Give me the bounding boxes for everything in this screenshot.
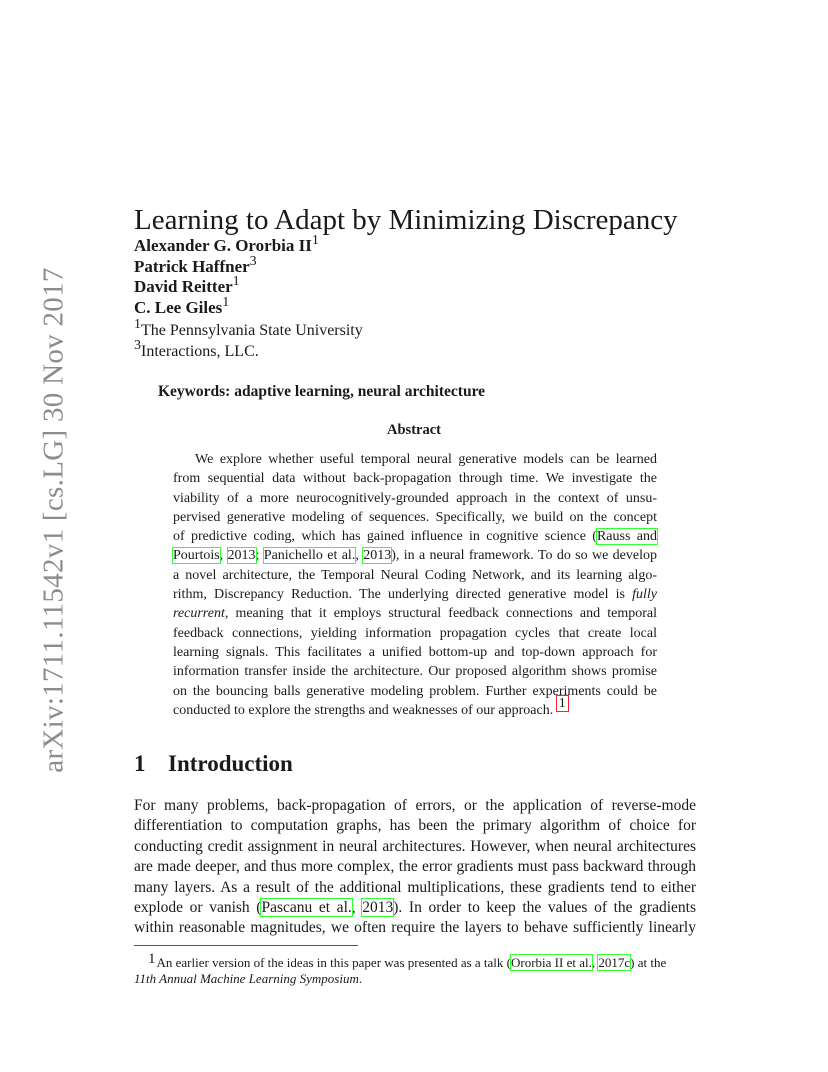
footnote-text: ) at the <box>630 955 667 970</box>
citation-link[interactable] <box>173 548 220 563</box>
author-name: Patrick Haffner <box>134 256 250 276</box>
affiliation <box>134 317 363 341</box>
citation-year-link[interactable]: 2017c <box>598 955 631 970</box>
author <box>134 294 319 319</box>
abstract-text: , <box>355 548 364 564</box>
intro-paragraph <box>134 796 696 939</box>
author-list <box>134 233 319 318</box>
footnote-line <box>134 950 696 969</box>
abstract-line: feedback connections, yielding information propagation cycles that create local <box>173 625 657 641</box>
abstract-line: learning signals. This facilitates a unified bottom-up and top-down approach for <box>173 644 657 660</box>
body-line: are made deeper, and thus more complex, the error gradients must pass backward through <box>134 858 696 876</box>
author <box>134 233 319 257</box>
abstract-line: a novel architecture, the Temporal Neural Coding Network, and its learning algo- <box>173 567 657 583</box>
affil-name: The Pennsylvania State University <box>141 322 363 339</box>
citation-text: Pourtois <box>173 548 220 564</box>
affiliation-list <box>134 317 363 362</box>
abstract-text: , meaning that it employs structural feedback connections and temporal <box>224 606 657 622</box>
abstract-line: pervised generative modeling of sequences. Specifically, we build on the concept <box>173 509 657 525</box>
author-affil-mark: 3 <box>249 253 257 269</box>
footnote-ref-link[interactable]: 1 <box>558 695 566 711</box>
footnote <box>134 950 696 988</box>
abstract-line: from sequential data without back-propagation through time. We investigate the <box>173 471 657 487</box>
citation-year-link[interactable]: 2013 <box>227 548 256 564</box>
abstract-line: viability of a more neurocognitively-grounded approach in the context of unsu- <box>173 490 657 506</box>
body-line: differentiation to computation graphs, has been the primary algorithm of choice for <box>134 817 696 835</box>
abstract-text: conducted to explore the strengths and weaknesses of our approach. <box>173 702 557 718</box>
abstract-text: , <box>219 548 228 564</box>
author-affil-mark: 1 <box>311 233 319 248</box>
body-text: , <box>351 898 363 916</box>
citation-link[interactable]: Pascanu et al. <box>261 898 352 916</box>
abstract-line <box>173 604 657 623</box>
footnote-mark: 1 <box>148 951 156 967</box>
section-title: Introduction <box>168 751 293 776</box>
body-line: many layers. As a result of the additional multiplications, these gradients tend to either <box>134 878 696 896</box>
citation-year-link[interactable]: 2013 <box>362 898 394 916</box>
footnote-divider <box>134 945 358 946</box>
abstract-line: We explore whether useful temporal neural generative models can be learned <box>195 452 657 467</box>
section-number: 1 <box>134 751 146 776</box>
abstract-line <box>173 585 657 604</box>
abstract-emphasis: recurrent <box>173 606 225 622</box>
citation-year-link[interactable]: 2013 <box>363 548 392 564</box>
section-heading <box>134 751 293 777</box>
body-line: within reasonable magnitudes, we often require the layers to behave sufficiently linearly <box>134 919 696 937</box>
arxiv-identifier: arXiv:1711.11542v1 [cs.LG] 30 Nov 2017 <box>37 267 70 773</box>
affil-number: 1 <box>134 317 141 332</box>
abstract-line <box>173 695 657 720</box>
affil-number: 3 <box>134 338 141 353</box>
abstract-line <box>173 527 657 546</box>
author-name: Alexander G. Ororbia II <box>134 236 312 255</box>
abstract-line <box>173 546 657 565</box>
body-line <box>134 898 696 918</box>
body-line: For many problems, back-propagation of errors, or the application of reverse-mode <box>134 797 696 814</box>
paper-title: Learning to Adapt by Minimizing Discrepancy <box>134 204 678 236</box>
author-name: David Reitter <box>134 277 233 297</box>
footnote-text: . <box>358 971 363 986</box>
abstract-text: rithm, Discrepancy Reduction. The underlying directed generative model is <box>173 587 633 603</box>
keywords: Keywords: adaptive learning, neural architecture <box>158 383 486 400</box>
author <box>134 253 319 278</box>
author-affil-mark: 1 <box>232 274 240 290</box>
author-affil-mark: 1 <box>222 294 230 310</box>
body-text: explode or vanish ( <box>134 898 262 916</box>
abstract-text: ), in a neural framework. To do so we develop <box>391 548 657 564</box>
footnote-text: , <box>591 955 599 970</box>
affiliation <box>134 338 363 362</box>
citation-link[interactable]: Panichello et al. <box>263 548 356 564</box>
abstract-body <box>173 450 657 720</box>
abstract-text: of predictive coding, which has gained influence in cognitive science ( <box>173 529 597 545</box>
abstract-text: ; <box>255 548 264 564</box>
citation-link[interactable]: Ororbia II et al. <box>511 955 592 970</box>
affil-name: Interactions, LLC. <box>141 343 259 360</box>
abstract-line: on the bouncing balls generative modeling problem. Further experiments could be <box>173 683 657 699</box>
citation-link[interactable]: Rauss and <box>596 529 657 545</box>
abstract-heading: Abstract <box>387 422 441 438</box>
body-text: ). In order to keep the values of the gradients <box>393 898 696 916</box>
footnote-emphasis: 11th Annual Machine Learning Symposium <box>134 971 359 986</box>
abstract-emphasis: fully <box>632 587 657 603</box>
body-line: conducting credit assignment in neural architectures. However, when neural architectures <box>134 837 696 855</box>
footnote-text: An earlier version of the ideas in this paper was presented as a talk ( <box>156 955 511 970</box>
abstract-line: information transfer inside the architecture. Our proposed algorithm shows promise <box>173 664 657 680</box>
author-name: C. Lee Giles <box>134 297 223 317</box>
footnote-line <box>134 969 696 988</box>
